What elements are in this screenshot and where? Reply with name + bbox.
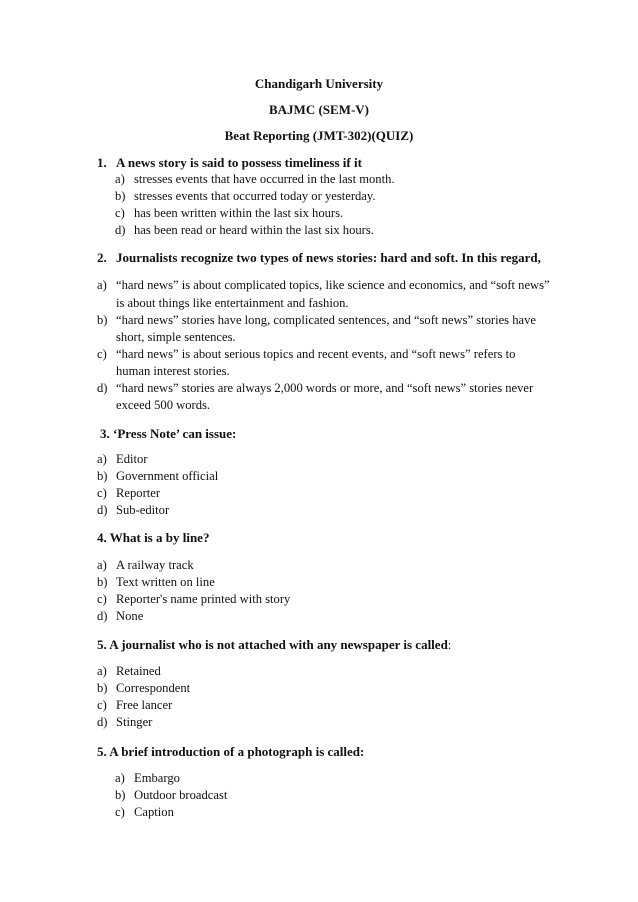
q4-option-b-label: b) bbox=[97, 575, 108, 589]
q1-option-c: has been written within the last six hours. bbox=[134, 206, 344, 220]
q6-option-a-label: a) bbox=[115, 771, 125, 785]
q3-option-a-label: a) bbox=[97, 452, 107, 466]
q1-option-d: has been read or heard within the last six hours. bbox=[134, 223, 374, 237]
q4-option-a-label: a) bbox=[97, 558, 107, 572]
q5-option-a-label: a) bbox=[97, 664, 107, 678]
q3-option-b: Government official bbox=[116, 469, 219, 483]
question-6-heading: 5. A brief introduction of a photograph is called: bbox=[97, 744, 365, 759]
q2-option-b-label: b) bbox=[97, 313, 108, 327]
question-3-heading: 3. ‘Press Note’ can issue: bbox=[100, 426, 237, 441]
q4-option-a: A railway track bbox=[116, 558, 194, 572]
q3-option-b-label: b) bbox=[97, 469, 108, 483]
q3-option-d-label: d) bbox=[97, 503, 108, 517]
q5-option-b: Correspondent bbox=[116, 681, 191, 695]
q1-option-d-label: d) bbox=[115, 223, 126, 237]
q2-option-a-line1: “hard news” is about complicated topics, like science and economics, and “soft news” bbox=[116, 278, 550, 292]
q2-option-a-line2: is about things like entertainment and fashion. bbox=[116, 296, 349, 310]
subject-title: Beat Reporting (JMT-302)(QUIZ) bbox=[224, 128, 414, 143]
q4-option-c-label: c) bbox=[97, 592, 107, 606]
q5-option-c: Free lancer bbox=[116, 698, 173, 712]
q2-option-c-line1: “hard news” is about serious topics and recent events, and “soft news” refers to bbox=[116, 347, 516, 361]
q1-option-a: stresses events that have occurred in the last month. bbox=[134, 172, 395, 186]
q6-option-c: Caption bbox=[134, 805, 174, 819]
q5-option-a: Retained bbox=[116, 664, 161, 678]
q6-option-c-label: c) bbox=[115, 805, 125, 819]
course-title: BAJMC (SEM-V) bbox=[268, 102, 369, 117]
q5-option-b-label: b) bbox=[97, 681, 108, 695]
q4-option-c: Reporter's name printed with story bbox=[116, 592, 291, 606]
q4-option-d-label: d) bbox=[97, 609, 108, 623]
q1-option-b: stresses events that occurred today or yesterday. bbox=[134, 189, 376, 203]
q3-option-d: Sub-editor bbox=[116, 503, 170, 517]
q1-option-b-label: b) bbox=[115, 189, 126, 203]
question-2-number: 2. bbox=[97, 250, 107, 265]
q2-option-d-label: d) bbox=[97, 381, 108, 395]
question-4-heading: 4. What is a by line? bbox=[97, 530, 210, 545]
q3-option-a: Editor bbox=[116, 452, 148, 466]
question-5-heading-colon: : bbox=[447, 637, 452, 652]
q2-option-c-line2: human interest stories. bbox=[116, 364, 230, 378]
question-2-text: Journalists recognize two types of news stories: hard and soft. In this regard, bbox=[116, 250, 541, 265]
q2-option-a-label: a) bbox=[97, 278, 107, 292]
question-5-heading-text: 5. A journalist who is not attached with any newspaper is called bbox=[97, 637, 448, 652]
q3-option-c-label: c) bbox=[97, 486, 107, 500]
q4-option-d: None bbox=[116, 609, 144, 623]
q2-option-d-line2: exceed 500 words. bbox=[116, 398, 211, 412]
q1-option-c-label: c) bbox=[115, 206, 125, 220]
q2-option-b-line2: short, simple sentences. bbox=[116, 330, 236, 344]
q1-option-a-label: a) bbox=[115, 172, 125, 186]
q2-option-d-line1: “hard news” stories are always 2,000 words or more, and “soft news” stories never bbox=[116, 381, 534, 395]
q6-option-a: Embargo bbox=[134, 771, 180, 785]
question-5-heading bbox=[97, 637, 451, 653]
question-1-number: 1. bbox=[97, 155, 107, 170]
q6-option-b-label: b) bbox=[115, 788, 126, 802]
q3-option-c: Reporter bbox=[116, 486, 161, 500]
question-1-text: A news story is said to possess timeliness if it bbox=[116, 155, 362, 170]
q4-option-b: Text written on line bbox=[116, 575, 215, 589]
q6-option-b: Outdoor broadcast bbox=[134, 788, 228, 802]
q5-option-d: Stinger bbox=[116, 715, 153, 729]
q5-option-d-label: d) bbox=[97, 715, 108, 729]
university-title: Chandigarh University bbox=[254, 76, 384, 91]
q5-option-c-label: c) bbox=[97, 698, 107, 712]
q2-option-b-line1: “hard news” stories have long, complicated sentences, and “soft news” stories have bbox=[116, 313, 536, 327]
q2-option-c-label: c) bbox=[97, 347, 107, 361]
